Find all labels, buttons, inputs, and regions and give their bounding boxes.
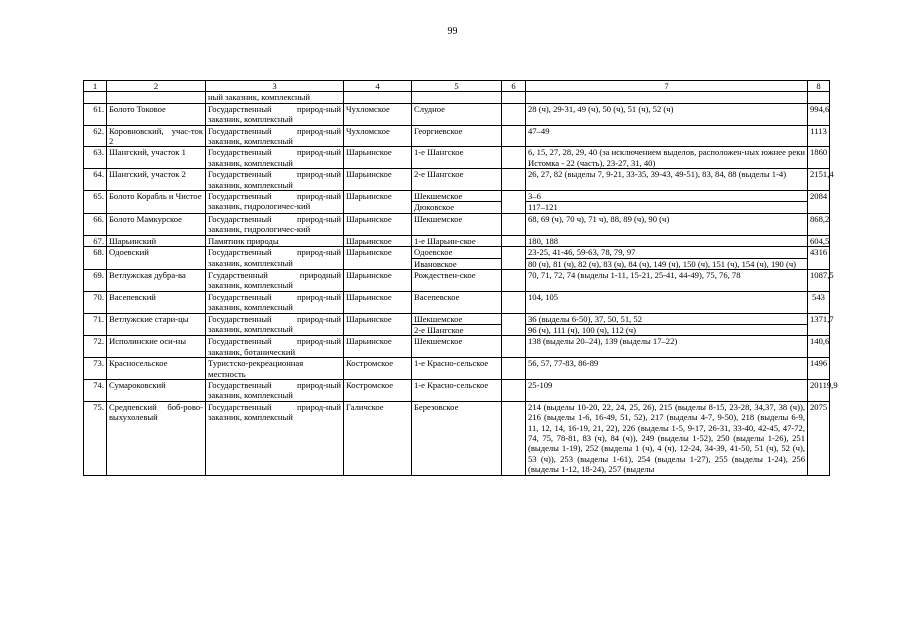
area-type: Государственный природ-ный заказник, комплексный	[206, 401, 344, 475]
area-ha: 1113	[808, 125, 830, 147]
forestry-line: Шекшемское	[414, 191, 463, 202]
blocks-line: 180, 188	[528, 235, 559, 246]
empty-cell	[502, 103, 526, 125]
area-type: Государственный природ-ный заказник, комплексный	[206, 147, 344, 169]
area-name: Шангский, участок 1	[107, 147, 206, 169]
forestry-line: 1-е Красно-сельское	[414, 358, 489, 369]
area-type: Государственный природ-ный заказник, гидрологичес-кий	[206, 213, 344, 235]
area-name: Болото Мамкурское	[107, 213, 206, 235]
blocks-line: 25-109	[528, 379, 553, 390]
empty-cell	[502, 269, 526, 291]
blocks	[526, 379, 808, 401]
blocks	[526, 247, 808, 270]
continued-type-cell: ный заказник, комплексный	[206, 92, 344, 103]
row-number: 68.	[84, 247, 107, 270]
area-name: Исполинские оси-ны	[107, 336, 206, 358]
col-header-5: 5	[412, 81, 502, 92]
empty-cell	[502, 379, 526, 401]
forestry-line: Шекшемское	[414, 213, 463, 224]
row-number: 61.	[84, 103, 107, 125]
empty-cell	[502, 336, 526, 358]
area-name: Одоевский	[107, 247, 206, 270]
empty-cell	[502, 313, 526, 336]
empty-cell	[502, 191, 526, 214]
table-row	[84, 401, 830, 475]
area-name: Шангский, участок 2	[107, 169, 206, 191]
area-ha: 140,6	[808, 336, 830, 358]
area-type: Государственный природ-ный заказник, комплексный	[206, 103, 344, 125]
area-ha: 1371,7	[808, 313, 830, 336]
area-name: Болото Корабль и Чистое	[107, 191, 206, 214]
table-row	[84, 291, 830, 313]
blocks	[526, 235, 808, 246]
blocks-line: 80 (ч), 81 (ч), 82 (ч), 83 (ч), 84 (ч), 149 (ч), 150 (ч), 151 (ч), 154 (ч), 190 (ч)	[526, 258, 807, 269]
row-number: 66.	[84, 213, 107, 235]
empty-cell	[502, 401, 526, 475]
empty-cell	[502, 213, 526, 235]
blocks-line: 56, 57, 77-83, 86-89	[528, 358, 599, 369]
forestry	[412, 235, 502, 246]
blocks	[526, 313, 808, 336]
table-row	[84, 313, 830, 336]
row-number: 73.	[84, 358, 107, 380]
area-type: Государственный природ-ный заказник, комплексный	[206, 291, 344, 313]
forestry-line: Березовское	[414, 401, 459, 412]
district: Шарьинское	[344, 235, 412, 246]
blocks	[526, 213, 808, 235]
area-ha: 1860	[808, 147, 830, 169]
blocks	[526, 147, 808, 169]
area-type: Государственный природ-ный заказник, комплексный	[206, 125, 344, 147]
blocks	[526, 191, 808, 214]
table-body	[84, 92, 838, 475]
area-ha: 543	[808, 291, 830, 313]
forestry-line: Одоевское	[414, 247, 453, 258]
col-header-6: 6	[502, 81, 526, 92]
col-header-2: 2	[107, 81, 206, 92]
area-type: Государственный природ-ный заказник, комплексный	[206, 169, 344, 191]
empty-cell	[502, 169, 526, 191]
blocks-line: 138 (выделы 20–24), 139 (выделы 17–22)	[528, 336, 678, 347]
area-ha: 20119,9	[808, 379, 830, 401]
blocks	[526, 103, 808, 125]
forestry-line: 2-е Шангское	[412, 324, 501, 335]
area-name: Ветлужская дубра-ва	[107, 269, 206, 291]
empty-cell	[502, 291, 526, 313]
district: Костромское	[344, 379, 412, 401]
blocks	[526, 169, 808, 191]
col-header-4: 4	[344, 81, 412, 92]
forestry-line: Шекшемское	[414, 313, 463, 324]
table-row	[84, 269, 830, 291]
col-header-1: 1	[84, 81, 107, 92]
area-type: Памятник природы	[206, 235, 344, 246]
blocks	[526, 401, 808, 475]
protected-areas-table	[83, 80, 838, 476]
forestry	[412, 379, 502, 401]
row-number: 75.	[84, 401, 107, 475]
table-row	[84, 358, 830, 380]
table-row	[84, 247, 830, 270]
area-ha: 2084	[808, 191, 830, 214]
blocks-line: 68, 69 (ч), 70 ч), 71 ч), 88, 89 (ч), 90 (ч)	[528, 213, 670, 224]
forestry	[412, 269, 502, 291]
blocks-line: 104, 105	[528, 291, 559, 302]
row-number: 69.	[84, 269, 107, 291]
forestry	[412, 358, 502, 380]
area-type: Государственный природ-ный заказник, комплексный	[206, 313, 344, 336]
area-type: Государственный природ-ный заказник, комплексный	[206, 379, 344, 401]
forestry-line: Слудное	[414, 103, 445, 114]
forestry-line: Шекшемское	[414, 336, 463, 347]
forestry-line: Ивановское	[412, 258, 501, 269]
forestry	[412, 247, 502, 270]
empty-cell	[502, 125, 526, 147]
table-row	[84, 125, 830, 147]
blocks-line: 117–121	[526, 201, 807, 212]
district: Шарьинское	[344, 291, 412, 313]
area-ha: 4316	[808, 247, 830, 270]
forestry	[412, 336, 502, 358]
blocks	[526, 358, 808, 380]
district: Чухломское	[344, 125, 412, 147]
area-name: Шарьинский	[107, 235, 206, 246]
col-header-8: 8	[808, 81, 830, 92]
district: Шарьинское	[344, 336, 412, 358]
area-ha: 2075	[808, 401, 830, 475]
district: Чухломское	[344, 103, 412, 125]
table-row	[84, 103, 830, 125]
blocks	[526, 336, 808, 358]
table-row	[84, 169, 830, 191]
area-ha: 1496	[808, 358, 830, 380]
table-row	[84, 191, 830, 214]
blocks-line: 36 (выделы 6-50), 37, 50, 51, 52	[528, 313, 643, 324]
area-type: Туристско-рекреационная местность	[206, 358, 344, 380]
area-ha: 994,6	[808, 103, 830, 125]
table-row	[84, 147, 830, 169]
blocks-line: 96 (ч), 111 (ч), 100 (ч), 112 (ч)	[526, 324, 807, 335]
forestry	[412, 169, 502, 191]
row-number: 70.	[84, 291, 107, 313]
area-ha: 604,5	[808, 235, 830, 246]
district: Шарьинское	[344, 147, 412, 169]
blocks-line: 214 (выделы 10-20, 22, 24, 25, 26), 215 (выделы 8-15, 23-28, 34,37, 38 (ч)), 216 (выделы 1-6, 16-49, 51, 52), 217 (выделы 4-7, 9-50), 218 (выделы 6-9, 11, 12, 14, 16-19, 21, 22), 226 (выделы 1-5, 9-17, 26-31, 33-40, 42-45, 47-72, 74, 75, 78-81, 83 (ч), 84 (ч)), 249 (выделы 1-52), 250 (выделы 1-26), 251 (выделы 1-19), 252 (выделы 1 (ч), 4 (ч), 12-24, 34-39, 41-50, 51 (ч), 52 (ч), 53 (ч)), 253 (выделы 1-61), 254 (выделы 1-27), 255 (выделы 1-24), 256 (выделы 1-12, 18-24), 257 (выделы	[528, 401, 805, 475]
area-name: Болото Токовое	[107, 103, 206, 125]
forestry	[412, 191, 502, 214]
district: Шарьинское	[344, 213, 412, 235]
area-name: Красносельское	[107, 358, 206, 380]
district: Шарьинское	[344, 269, 412, 291]
forestry	[412, 291, 502, 313]
row-number: 67.	[84, 235, 107, 246]
area-name: Сумароковский	[107, 379, 206, 401]
row-number: 64.	[84, 169, 107, 191]
blocks-line: 3–6	[528, 191, 541, 202]
row-number: 62.	[84, 125, 107, 147]
row-number: 63.	[84, 147, 107, 169]
area-type: Государственный природ-ный заказник, гидрологичес-кий	[206, 191, 344, 214]
area-ha: 2151,4	[808, 169, 830, 191]
blocks-line: 70, 71, 72, 74 (выделы 1-11, 15-21, 25-41, 44-49), 75, 76, 78	[528, 269, 741, 280]
forestry	[412, 401, 502, 475]
forestry-line: Дюковское	[412, 201, 501, 212]
row-number: 74.	[84, 379, 107, 401]
forestry-line: 2-е Шангское	[414, 169, 464, 180]
area-name: Васепевский	[107, 291, 206, 313]
district: Шарьинское	[344, 247, 412, 270]
blocks	[526, 291, 808, 313]
blocks-line: 23-25, 41-46, 59-63, 78, 79, 97	[528, 247, 636, 258]
forestry	[412, 125, 502, 147]
blocks	[526, 125, 808, 147]
area-name: Коровновский, учас-ток 2	[107, 125, 206, 147]
forestry-line: 1-е Шангское	[414, 147, 464, 158]
empty-cell	[502, 247, 526, 270]
district: Шарьинское	[344, 169, 412, 191]
forestry-line: Георгиевское	[414, 125, 463, 136]
area-type: Государственный природ-ный заказник, комплексный	[206, 247, 344, 270]
row-number: 71.	[84, 313, 107, 336]
row-number: 65.	[84, 191, 107, 214]
blocks-line: 28 (ч), 29-31, 49 (ч), 50 (ч), 51 (ч), 52 (ч)	[528, 103, 674, 114]
blocks-line: 26, 27, 82 (выделы 7, 9-21, 33-35, 39-43, 49-51), 83, 84, 88 (выделы 1-4)	[528, 169, 787, 180]
continuation-row	[84, 92, 830, 103]
blocks-line: 47–49	[528, 125, 550, 136]
district: Шарьинское	[344, 313, 412, 336]
forestry	[412, 147, 502, 169]
col-header-7: 7	[526, 81, 808, 92]
table-row	[84, 336, 830, 358]
col-header-3: 3	[206, 81, 344, 92]
forestry-line: 1-е Шарьин-ское	[414, 235, 476, 246]
area-ha: 868,2	[808, 213, 830, 235]
column-number-row	[84, 81, 830, 92]
empty-cell	[502, 147, 526, 169]
empty-cell	[502, 358, 526, 380]
area-name: Ветлужские стари-цы	[107, 313, 206, 336]
table-row	[84, 379, 830, 401]
forestry-line: 1-е Красно-сельское	[414, 379, 489, 390]
table-row	[84, 213, 830, 235]
table-row	[84, 235, 830, 246]
district: Шарьинское	[344, 191, 412, 214]
area-ha: 1087,5	[808, 269, 830, 291]
forestry-line: Васепевское	[414, 291, 460, 302]
blocks	[526, 269, 808, 291]
row-number: 72.	[84, 336, 107, 358]
forestry	[412, 313, 502, 336]
area-type: Гсударственный природный заказник, комплексный	[206, 269, 344, 291]
district: Костромское	[344, 358, 412, 380]
blocks-line: 6, 15, 27, 28, 29, 40 (за исключением выделов, расположен-ных южнее реки Истомка - 22 (часть), 23-27, 31, 40)	[528, 147, 805, 168]
forestry-line: Рождествен-ское	[414, 269, 476, 280]
page-number: 99	[447, 26, 458, 37]
area-type: Государственный природ-ный заказник, ботанический	[206, 336, 344, 358]
forestry	[412, 213, 502, 235]
empty-cell	[502, 235, 526, 246]
forestry	[412, 103, 502, 125]
district: Галичское	[344, 401, 412, 475]
area-name: Средпевский боб-рово-выхухолевый	[107, 401, 206, 475]
